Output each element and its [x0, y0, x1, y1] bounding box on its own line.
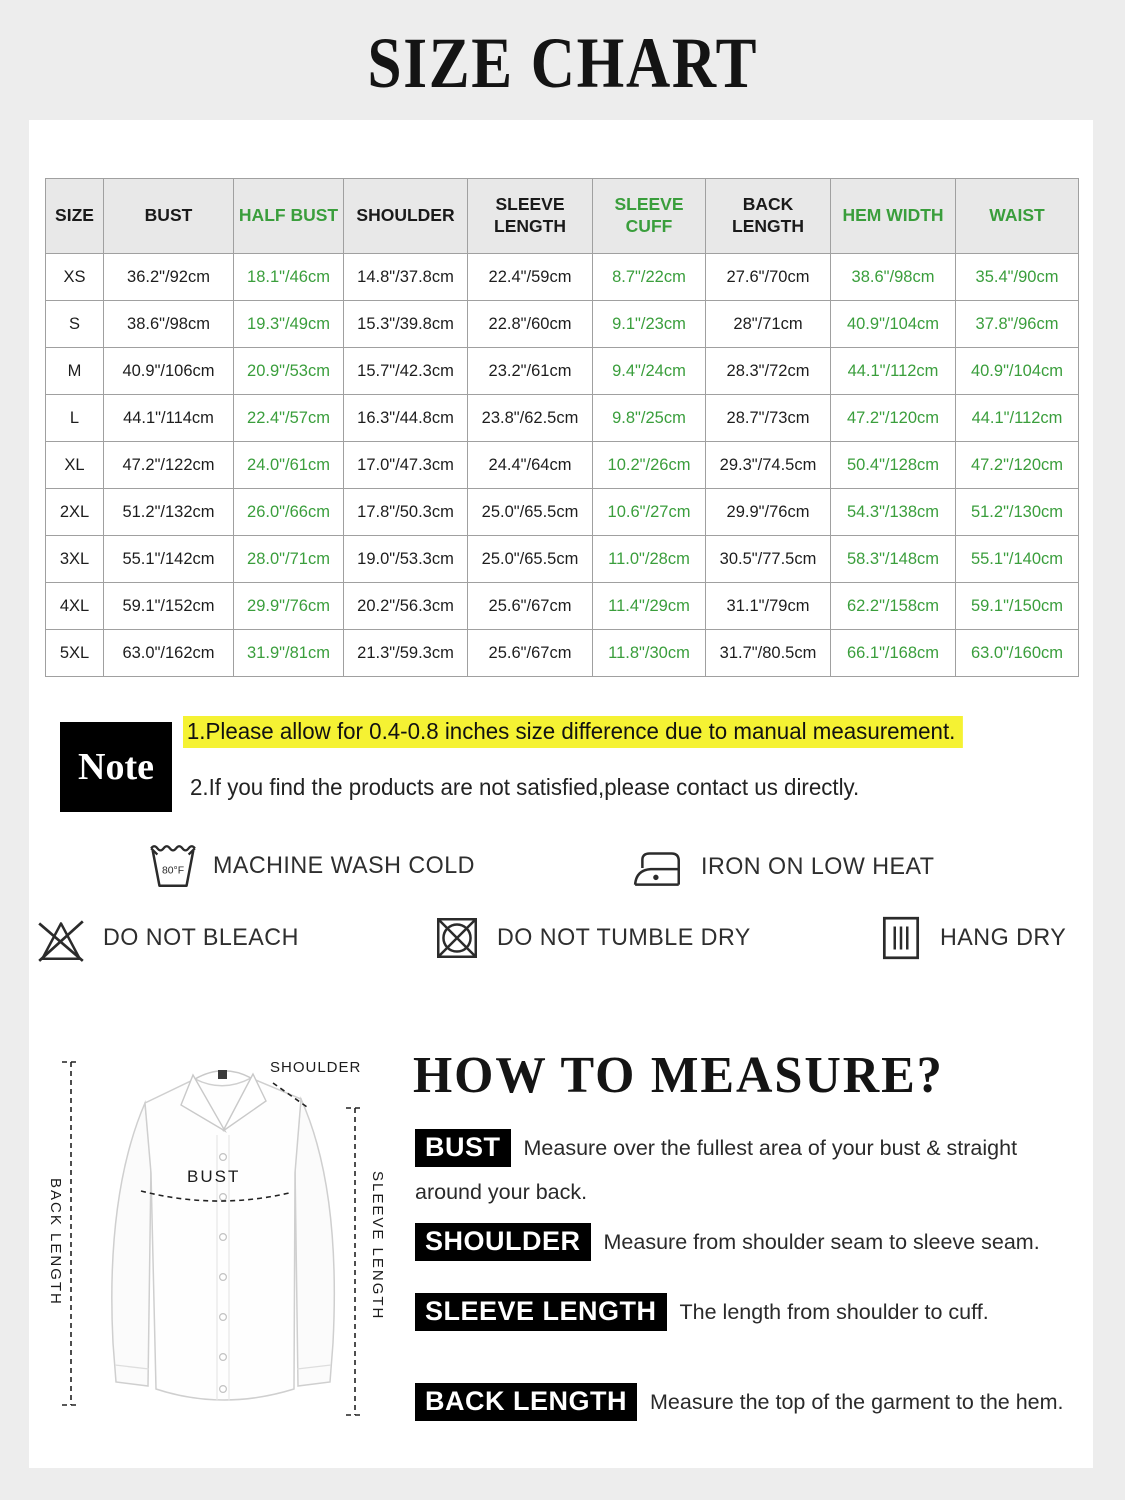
value-cell: 29.9"/76cm [234, 583, 344, 630]
header-row [46, 179, 1079, 254]
measure-label-back-length: BACK LENGTH [415, 1383, 637, 1421]
svg-text:80°F: 80°F [161, 865, 185, 877]
measure-item-sleeve-length [415, 1290, 1115, 1334]
value-cell: 28.0"/71cm [234, 536, 344, 583]
value-cell: 15.3"/39.8cm [344, 301, 468, 348]
value-cell: 25.0"/65.5cm [468, 536, 593, 583]
care-item-do-not-tumble-dry [432, 913, 764, 963]
page-title: SIZE CHART [367, 23, 758, 103]
value-cell: 55.1"/140cm [956, 536, 1079, 583]
measure-text-back-length: Measure the top of the garment to the hem. [650, 1390, 1064, 1414]
table-row [46, 395, 1079, 442]
table-row [46, 442, 1079, 489]
column-header: SLEEVE LENGTH [468, 179, 593, 254]
note-line-1: 1.Please allow for 0.4-0.8 inches size difference due to manual measurement. [183, 716, 987, 748]
value-cell: 28.3"/72cm [706, 348, 831, 395]
iron-icon [632, 845, 686, 889]
size-cell: 3XL [46, 536, 104, 583]
note-label: Note [78, 746, 154, 788]
measure-label-bust: BUST [415, 1129, 511, 1167]
value-cell: 54.3"/138cm [831, 489, 956, 536]
value-cell: 50.4"/128cm [831, 442, 956, 489]
value-cell: 55.1"/142cm [104, 536, 234, 583]
value-cell: 35.4"/90cm [956, 254, 1079, 301]
size-cell: L [46, 395, 104, 442]
value-cell: 27.6"/70cm [706, 254, 831, 301]
value-cell: 23.2"/61cm [468, 348, 593, 395]
diagram-shoulder-label: SHOULDER [270, 1059, 362, 1076]
value-cell: 44.1"/112cm [956, 395, 1079, 442]
table-row [46, 348, 1079, 395]
value-cell: 29.9"/76cm [706, 489, 831, 536]
size-cell: M [46, 348, 104, 395]
value-cell: 8.7"/22cm [593, 254, 706, 301]
value-cell: 47.2"/120cm [831, 395, 956, 442]
machine-wash-icon [148, 842, 198, 890]
care-label: DO NOT BLEACH [103, 924, 299, 951]
value-cell: 9.1"/23cm [593, 301, 706, 348]
value-cell: 26.0"/66cm [234, 489, 344, 536]
care-item-do-not-bleach [34, 913, 309, 963]
diagram-bust-label: BUST [187, 1167, 241, 1186]
note-line-2: 2.If you find the products are not satisfied,please contact us directly. [190, 774, 860, 800]
size-cell: S [46, 301, 104, 348]
value-cell: 51.2"/130cm [956, 489, 1079, 536]
value-cell: 62.2"/158cm [831, 583, 956, 630]
table-row [46, 536, 1079, 583]
column-header: HEM WIDTH [831, 179, 956, 254]
care-label: HANG DRY [940, 924, 1067, 951]
value-cell: 9.4"/24cm [593, 348, 706, 395]
column-header: HALF BUST [234, 179, 344, 254]
table-row [46, 301, 1079, 348]
value-cell: 31.1"/79cm [706, 583, 831, 630]
value-cell: 25.0"/65.5cm [468, 489, 593, 536]
table-row [46, 254, 1079, 301]
column-header: BACK LENGTH [706, 179, 831, 254]
size-cell: XS [46, 254, 104, 301]
value-cell: 59.1"/152cm [104, 583, 234, 630]
table-row [46, 583, 1079, 630]
value-cell: 25.6"/67cm [468, 583, 593, 630]
value-cell: 63.0"/160cm [956, 630, 1079, 677]
hang-dry-icon [877, 913, 925, 963]
value-cell: 40.9"/104cm [831, 301, 956, 348]
value-cell: 31.7"/80.5cm [706, 630, 831, 677]
note-badge [60, 722, 172, 812]
size-cell: XL [46, 442, 104, 489]
value-cell: 25.6"/67cm [468, 630, 593, 677]
value-cell: 10.6"/27cm [593, 489, 706, 536]
value-cell: 10.2"/26cm [593, 442, 706, 489]
value-cell: 28.7"/73cm [706, 395, 831, 442]
measure-item-back-length [415, 1380, 1115, 1424]
value-cell: 14.8"/37.8cm [344, 254, 468, 301]
shirt-illustration [45, 1045, 397, 1450]
do-not-bleach-icon [34, 913, 88, 963]
value-cell: 15.7"/42.3cm [344, 348, 468, 395]
diagram-sleeve-length-label: SLEEVE LENGTH [369, 1171, 386, 1321]
measure-text-bust: Measure over the fullest area of your bust & straight around your back. [415, 1136, 1018, 1205]
value-cell: 58.3"/148cm [831, 536, 956, 583]
value-cell: 20.9"/53cm [234, 348, 344, 395]
measure-item-bust [415, 1126, 1087, 1214]
value-cell: 30.5"/77.5cm [706, 536, 831, 583]
value-cell: 36.2"/92cm [104, 254, 234, 301]
value-cell: 17.0"/47.3cm [344, 442, 468, 489]
value-cell: 19.3"/49cm [234, 301, 344, 348]
value-cell: 24.4"/64cm [468, 442, 593, 489]
value-cell: 31.9"/81cm [234, 630, 344, 677]
value-cell: 19.0"/53.3cm [344, 536, 468, 583]
do-not-tumble-dry-icon [432, 913, 482, 963]
column-header: SIZE [46, 179, 104, 254]
how-to-measure-title: HOW TO MEASURE? [413, 1047, 944, 1104]
value-cell: 51.2"/132cm [104, 489, 234, 536]
value-cell: 37.8"/96cm [956, 301, 1079, 348]
care-item-iron [632, 845, 947, 889]
value-cell: 40.9"/104cm [956, 348, 1079, 395]
measure-text-sleeve-length: The length from shoulder to cuff. [679, 1300, 989, 1324]
value-cell: 29.3"/74.5cm [706, 442, 831, 489]
value-cell: 11.0"/28cm [593, 536, 706, 583]
value-cell: 9.8"/25cm [593, 395, 706, 442]
measure-label-sleeve-length: SLEEVE LENGTH [415, 1293, 667, 1331]
size-table-wrap [45, 178, 1078, 677]
column-header: SHOULDER [344, 179, 468, 254]
value-cell: 17.8"/50.3cm [344, 489, 468, 536]
value-cell: 44.1"/112cm [831, 348, 956, 395]
column-header: SLEEVE CUFF [593, 179, 706, 254]
value-cell: 22.4"/57cm [234, 395, 344, 442]
value-cell: 38.6"/98cm [104, 301, 234, 348]
shirt-diagram [45, 1045, 397, 1450]
value-cell: 47.2"/120cm [956, 442, 1079, 489]
value-cell: 38.6"/98cm [831, 254, 956, 301]
size-cell: 5XL [46, 630, 104, 677]
measure-item-shoulder [415, 1220, 1115, 1264]
value-cell: 16.3"/44.8cm [344, 395, 468, 442]
table-row [46, 630, 1079, 677]
value-cell: 22.8"/60cm [468, 301, 593, 348]
value-cell: 11.4"/29cm [593, 583, 706, 630]
value-cell: 47.2"/122cm [104, 442, 234, 489]
value-cell: 23.8"/62.5cm [468, 395, 593, 442]
value-cell: 24.0"/61cm [234, 442, 344, 489]
size-table [45, 178, 1079, 677]
value-cell: 11.8"/30cm [593, 630, 706, 677]
value-cell: 22.4"/59cm [468, 254, 593, 301]
diagram-back-length-label: BACK LENGTH [47, 1178, 64, 1306]
column-header: BUST [104, 179, 234, 254]
value-cell: 59.1"/150cm [956, 583, 1079, 630]
care-label: MACHINE WASH COLD [213, 852, 475, 879]
measure-text-shoulder: Measure from shoulder seam to sleeve seam. [603, 1230, 1040, 1254]
care-label: IRON ON LOW HEAT [701, 853, 935, 880]
size-cell: 2XL [46, 489, 104, 536]
column-header: WAIST [956, 179, 1079, 254]
value-cell: 20.2"/56.3cm [344, 583, 468, 630]
care-item-hang-dry [877, 913, 1073, 963]
size-cell: 4XL [46, 583, 104, 630]
care-label: DO NOT TUMBLE DRY [497, 924, 751, 951]
measure-label-shoulder: SHOULDER [415, 1223, 591, 1261]
care-item-machine-wash [148, 842, 489, 890]
value-cell: 21.3"/59.3cm [344, 630, 468, 677]
value-cell: 28"/71cm [706, 301, 831, 348]
value-cell: 63.0"/162cm [104, 630, 234, 677]
table-row [46, 489, 1079, 536]
value-cell: 66.1"/168cm [831, 630, 956, 677]
value-cell: 18.1"/46cm [234, 254, 344, 301]
value-cell: 40.9"/106cm [104, 348, 234, 395]
value-cell: 44.1"/114cm [104, 395, 234, 442]
